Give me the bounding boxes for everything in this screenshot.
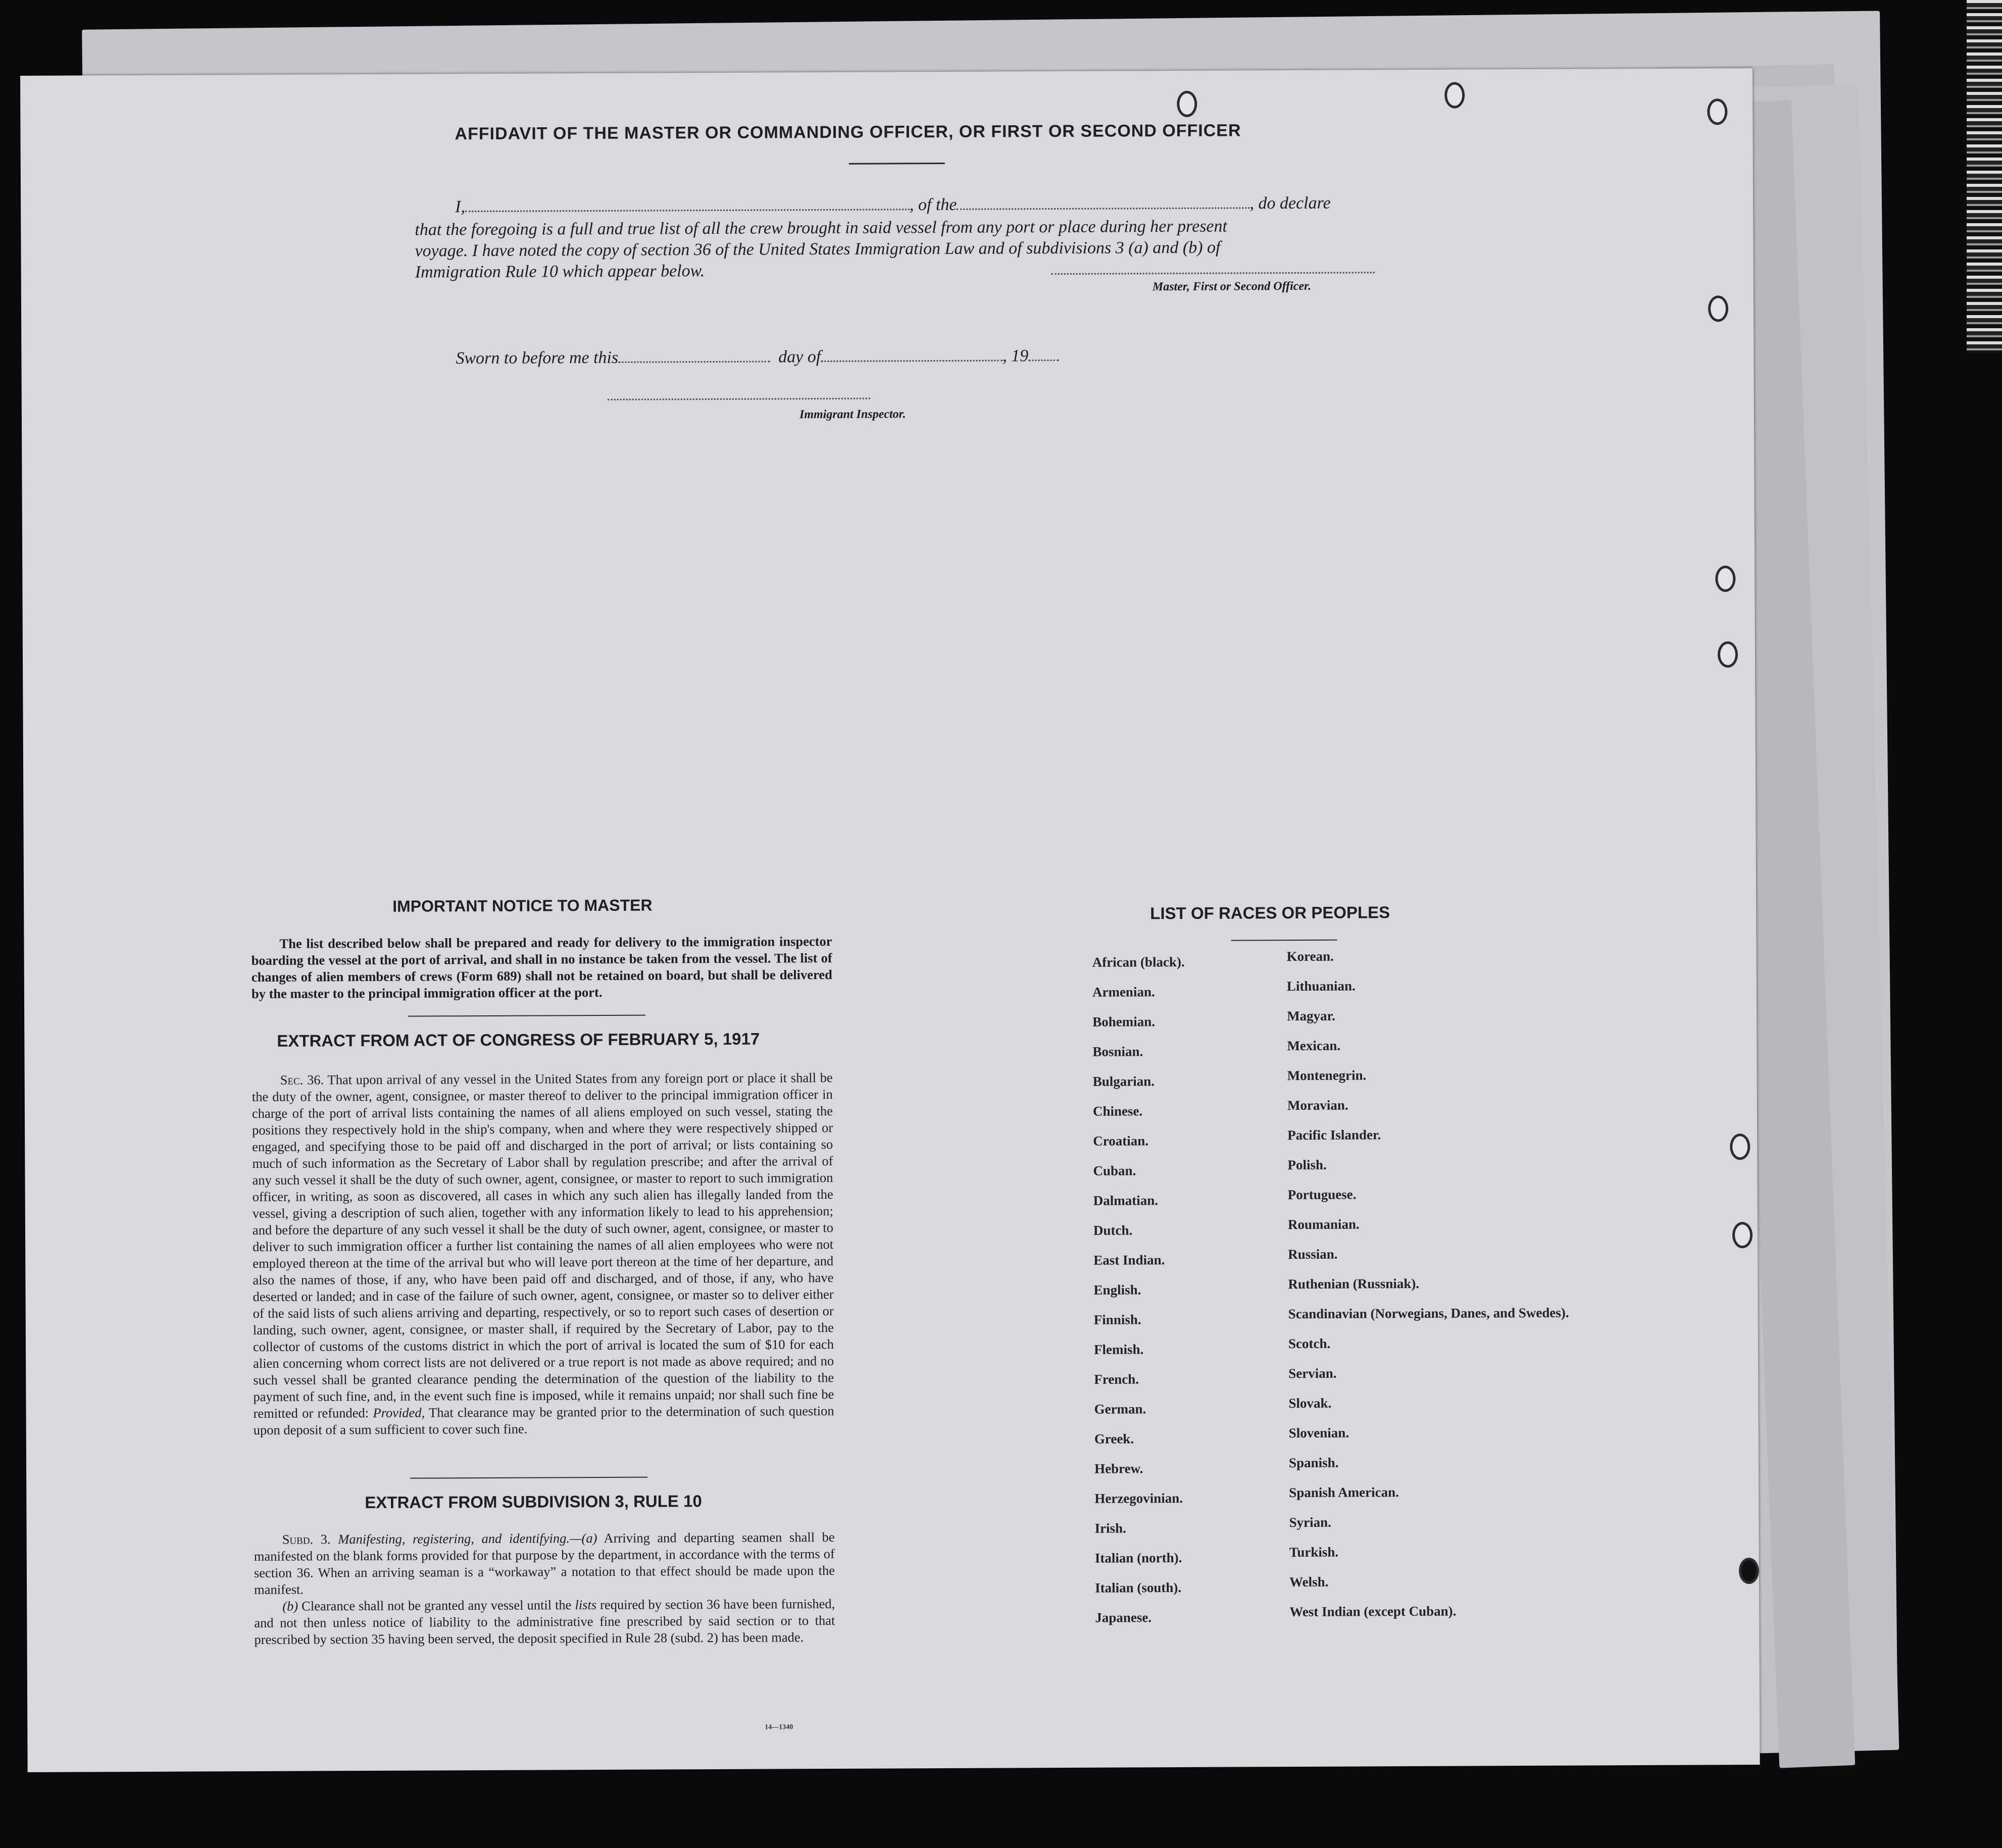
race-item: African (black). <box>1092 954 1185 970</box>
race-item: Dutch. <box>1093 1222 1133 1238</box>
act-title: EXTRACT FROM ACT OF CONGRESS OF FEBRUARY 5, 1917 <box>277 1029 760 1050</box>
notice-body <box>251 933 832 1002</box>
race-item: Roumanian. <box>1287 1216 1360 1233</box>
punch-hole <box>1732 1222 1753 1248</box>
race-item: West Indian (except Cuban). <box>1289 1603 1457 1620</box>
race-item: Magyar. <box>1287 1008 1335 1024</box>
day-blank <box>618 361 770 363</box>
affidavit-title: AFFIDAVIT OF THE MASTER OR COMMANDING OFFICER, OR FIRST OR SECOND OFFICER <box>455 121 1241 144</box>
races-right-column <box>1287 948 1571 1634</box>
race-item: Scandinavian (Norwegians, Danes, and Swedes). <box>1288 1305 1569 1322</box>
race-item: Pacific Islander. <box>1287 1127 1381 1143</box>
month-blank <box>821 360 1003 363</box>
race-item: Japanese. <box>1095 1610 1152 1625</box>
race-item: Ruthenian (Russniak). <box>1288 1275 1420 1292</box>
part-b-label: (b) <box>282 1598 298 1614</box>
race-item: Bulgarian. <box>1092 1073 1155 1089</box>
race-item: Italian (south). <box>1095 1579 1182 1596</box>
affidavit-line-3: voyage. I have noted the copy of section 36 of the United States Immigration Law and of subdivisions 3 (a) and (b) of <box>415 238 1221 261</box>
act-proviso-label: Provided, <box>373 1405 425 1420</box>
scan-edge <box>1967 0 2002 353</box>
act-proviso-text: That clearance may be granted prior to the determination of such question upon deposit of a sum sufficient to cover such fine. <box>253 1403 834 1438</box>
race-item: Chinese. <box>1092 1103 1143 1119</box>
name-blank <box>465 209 910 212</box>
act-section-label: Sec. 36. <box>280 1072 324 1088</box>
act-rule <box>410 1477 647 1479</box>
race-item: Servian. <box>1288 1365 1337 1381</box>
sworn-day-of: day of <box>778 347 821 367</box>
act-text: That upon arrival of any vessel in the United States from any foreign port or place it shall be the duty of the owner, agent, consignee, or master thereof to deliver to the principal immigration officer in charge of the port of arrival lists containing the names of all aliens employed on such vessel, stating the positions they respectively hold in the ship's company, when and where they were respectively shipped or engaged, and specifying those to be paid off and discharged in the port of arrival; or lists containing so much of such information as the Secretary of Labor shall by regulation prescribe; and after the arrival of any such vessel it shall be the duty of such owner, agent, consignee, or master to report to such immigration officer, in writing, as soon as discovered, all cases in which any such alien has illegally landed from the vessel, giving a description of such alien, together with any information likely to lead to his apprehension; and before the departure of any such vessel it shall be the duty of such owner, agent, consignee, or master to deliver to such immigration officer a further list containing the names of all alien employees who were not employed thereon at the time of the arrival but who will leave port thereon at the time of her departure, and also the names of those, if any, who have been paid off and discharged, and of those, if any, who have deserted or landed; and in case of the failure of such owner, agent, consignee, or master so to deliver either of the said lists of such aliens arriving and departing, respectively, or so to report such cases of desertion or landing, such owner, agent, consignee, or master shall, if required by the Secretary of Labor, pay to the collector of customs of the customs district in which the port of arrival is located the sum of $10 for each alien concerning whom correct lists are not delivered or a true report is not made as above required; and no such vessel shall be granted clearance pending the determination of the question of the liability to the payment of such fine, and, in the event such fine is imposed, while it remains unpaid; nor shall such fine be remitted or refunded: <box>252 1070 834 1421</box>
race-item: Flemish. <box>1093 1342 1144 1357</box>
race-item: Hebrew. <box>1094 1461 1143 1476</box>
race-item: Portuguese. <box>1287 1187 1357 1203</box>
races-title: LIST OF RACES OR PEOPLES <box>1150 903 1390 923</box>
part-b-text-1: Clearance shall not be granted any vessel until the <box>302 1597 572 1614</box>
race-item: Syrian. <box>1289 1514 1331 1530</box>
punch-hole <box>1718 641 1738 668</box>
punch-hole <box>1444 82 1465 109</box>
notice-title: IMPORTANT NOTICE TO MASTER <box>392 896 653 915</box>
part-b-text-2: required by section 36 have been furnished, and not then unless notice of liability to the administrative fine prescribed by said section or to that prescribed by section 35 having been served, the deposit specified in Rule 28 (subd. 2) has been made. <box>254 1596 835 1648</box>
race-item: Cuban. <box>1093 1163 1136 1178</box>
punch-hole <box>1730 1134 1750 1160</box>
notice-rule <box>408 1015 645 1017</box>
race-item: Welsh. <box>1289 1574 1329 1590</box>
bleed-through <box>163 442 1678 484</box>
race-item: Polish. <box>1287 1157 1327 1173</box>
part-a-text: Arriving and departing seamen shall be manifested on the blank forms provided for that purpose by the department, in accordance with the terms of section 36. When an arriving seaman is a “workaway” a notation to that effect should be made upon the manifest. <box>254 1529 835 1598</box>
rule-title: EXTRACT FROM SUBDIVISION 3, RULE 10 <box>365 1492 702 1512</box>
race-item: Slovenian. <box>1288 1425 1349 1441</box>
affidavit-of-the: , of the <box>909 195 957 215</box>
title-rule <box>849 163 945 165</box>
race-item: Italian (north). <box>1094 1550 1182 1566</box>
race-item: Slovak. <box>1288 1395 1332 1411</box>
races-rule <box>1231 940 1337 941</box>
punch-hole <box>1177 91 1197 117</box>
affidavit-line-4: Immigration Rule 10 which appear below. <box>415 262 705 282</box>
race-item: Irish. <box>1094 1520 1126 1536</box>
race-item: Bohemian. <box>1092 1014 1156 1030</box>
race-item: Finnish. <box>1093 1312 1141 1327</box>
sworn-line <box>456 346 1059 368</box>
race-item: Montenegrin. <box>1287 1067 1367 1084</box>
vessel-blank <box>957 207 1249 210</box>
affidavit-declare: , do declare <box>1249 193 1331 213</box>
race-item: East Indian. <box>1093 1252 1165 1268</box>
race-item: Croatian. <box>1093 1133 1149 1149</box>
rule-body <box>254 1529 835 1648</box>
races-left-column <box>1092 954 1188 1640</box>
signature-caption: Master, First or Second Officer. <box>1152 279 1312 294</box>
race-item: French. <box>1094 1371 1139 1387</box>
inspector-signature-line <box>608 398 870 400</box>
race-item: Turkish. <box>1289 1544 1339 1560</box>
race-item: Lithuanian. <box>1286 978 1356 994</box>
race-item: Korean. <box>1286 948 1334 964</box>
act-body <box>252 1069 834 1439</box>
punch-hole <box>1739 1558 1759 1584</box>
notice-text: The list described below shall be prepared and ready for delivery to the immigration inspector boarding the vessel at the port of arrival, and shall in no instance be taken from the vessel. The list of changes of alien members of crews (Form 689) shall not be retained on board, but shall be delivered by the master to the principal immigration officer at the port. <box>251 934 832 1002</box>
race-item: Dalmatian. <box>1093 1193 1159 1208</box>
race-item: Greek. <box>1094 1431 1134 1447</box>
affidavit-i: I, <box>455 197 466 217</box>
race-item: Scotch. <box>1288 1336 1331 1352</box>
part-a-label: —(a) <box>569 1530 597 1546</box>
race-item: Spanish American. <box>1289 1484 1399 1501</box>
punch-hole <box>1708 295 1728 322</box>
race-item: German. <box>1094 1401 1146 1417</box>
inspector-caption: Immigrant Inspector. <box>799 407 906 422</box>
punch-hole <box>1707 98 1727 125</box>
year-blank <box>1028 360 1059 361</box>
race-item: Spanish. <box>1288 1455 1339 1471</box>
signature-line <box>1052 272 1375 275</box>
part-b-lists: lists <box>575 1597 597 1613</box>
race-item: Mexican. <box>1287 1038 1341 1054</box>
document-sheet <box>20 68 1760 1772</box>
race-item: Russian. <box>1288 1246 1338 1262</box>
sworn-year: , 19 <box>1003 346 1029 366</box>
race-item: Herzegovinian. <box>1094 1490 1183 1506</box>
subd-title: Manifesting, registering, and identifying. <box>338 1530 570 1547</box>
affidavit-line-2: that the foregoing is a full and true list of all the crew brought in said vessel from any port or place during her present <box>415 217 1227 239</box>
race-item: Armenian. <box>1092 984 1155 1000</box>
affidavit-declaration-line <box>455 194 1331 217</box>
subd-label: Subd. 3. <box>282 1531 331 1547</box>
race-item: Bosnian. <box>1092 1044 1143 1059</box>
print-code: 14—1340 <box>765 1723 793 1731</box>
race-item: Moravian. <box>1287 1097 1348 1113</box>
punch-hole <box>1715 566 1735 592</box>
race-item: English. <box>1093 1282 1141 1298</box>
sworn-prefix: Sworn to before me this <box>456 348 619 368</box>
